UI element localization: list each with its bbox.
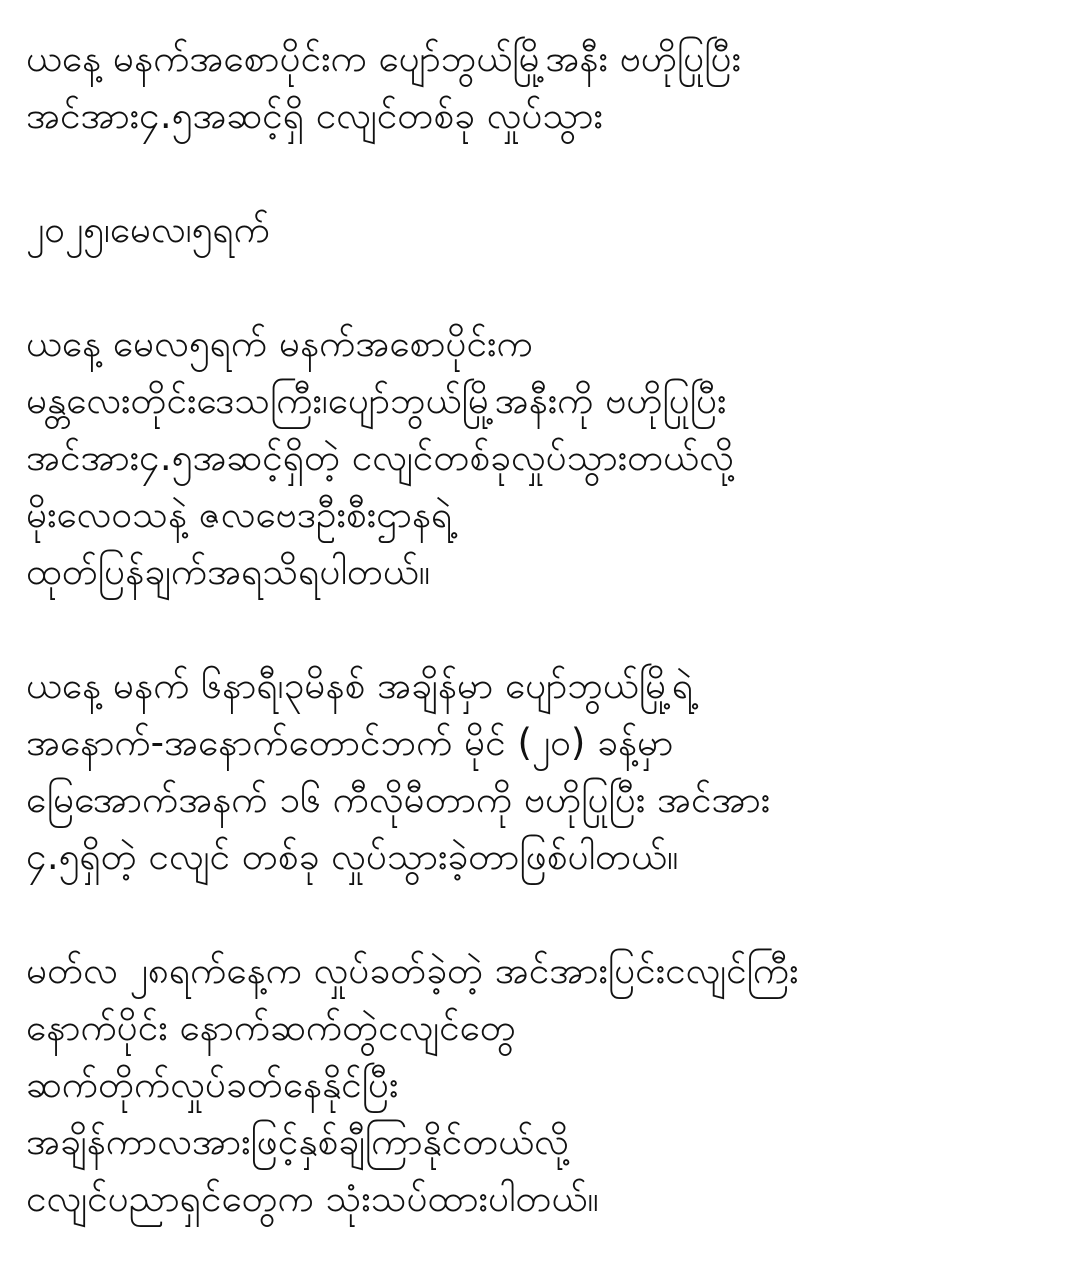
paragraph-line: ထုတ်ပြန်ချက်အရသိရပါတယ်။ bbox=[26, 550, 431, 593]
paragraph-line: ယနေ့ မနက် ၆နာရီ၊၃မိနစ် အချိန်မှာ ပျော်ဘွယ်မြို့ရဲ့ bbox=[26, 664, 694, 707]
paragraph-line: နောက်ပိုင်း နောက်ဆက်တွဲငလျင်တွေ bbox=[26, 1006, 516, 1049]
paragraph-line: အင်အား၄.၅အဆင့်ရှိတဲ့ ငလျင်တစ်ခုလှုပ်သွားတယ်လို့ bbox=[26, 436, 734, 479]
paragraph-line: မိုးလေဝသနဲ့ ဇလဗေဒဦးစီးဌာနရဲ့ bbox=[26, 493, 453, 536]
paragraph-line: အချိန်ကာလအားဖြင့်နှစ်ချီကြာနိုင်တယ်လို့ bbox=[26, 1120, 569, 1163]
headline-line: ယနေ့ မနက်အစောပိုင်းက ပျော်ဘွယ်မြို့အနီး ဗဟိုပြုပြီး bbox=[26, 37, 741, 80]
paragraph-line: မြေအောက်အနက် ၁၆ ကီလိုမီတာကို ဗဟိုပြုပြီး အင်အား bbox=[26, 778, 771, 821]
article-date bbox=[26, 201, 1066, 258]
headline-line: အင်အား၄.၅အဆင့်ရှိ ငလျင်တစ်ခု လှုပ်သွား bbox=[26, 94, 603, 137]
paragraph-line: ငလျင်ပညာရှင်တွေက သုံးသပ်ထားပါတယ်။ bbox=[26, 1177, 599, 1220]
paragraph-line: မန္တလေးတိုင်းဒေသကြီး၊ပျော်ဘွယ်မြို့အနီးကို ဗဟိုပြုပြီး bbox=[26, 379, 727, 422]
paragraph-line: ဆက်တိုက်လှုပ်ခတ်နေနိုင်ပြီး bbox=[26, 1063, 399, 1106]
paragraph-line: ယနေ့ မေလ၅ရက် မနက်အစောပိုင်းက bbox=[26, 322, 533, 365]
paragraph-line: အနောက်-အနောက်တောင်ဘက် မိုင် (၂၀) ခန့်မှာ bbox=[26, 721, 674, 764]
paragraph-line: မတ်လ ၂၈ရက်နေ့က လှုပ်ခတ်ခဲ့တဲ့ အင်အားပြင်းငလျင်ကြီး bbox=[26, 949, 799, 992]
paragraph-1 bbox=[26, 315, 1066, 600]
headline bbox=[26, 30, 1066, 144]
news-article bbox=[26, 30, 1066, 1227]
paragraph-3 bbox=[26, 942, 1066, 1227]
paragraph-line: ၄.၅ရှိတဲ့ ငလျင် တစ်ခု လှုပ်သွားခဲ့တာဖြစ်ပါတယ်။ bbox=[26, 835, 679, 878]
date-text: ၂၀၂၅၊မေလ၊၅ရက် bbox=[26, 208, 270, 251]
paragraph-2 bbox=[26, 657, 1066, 885]
